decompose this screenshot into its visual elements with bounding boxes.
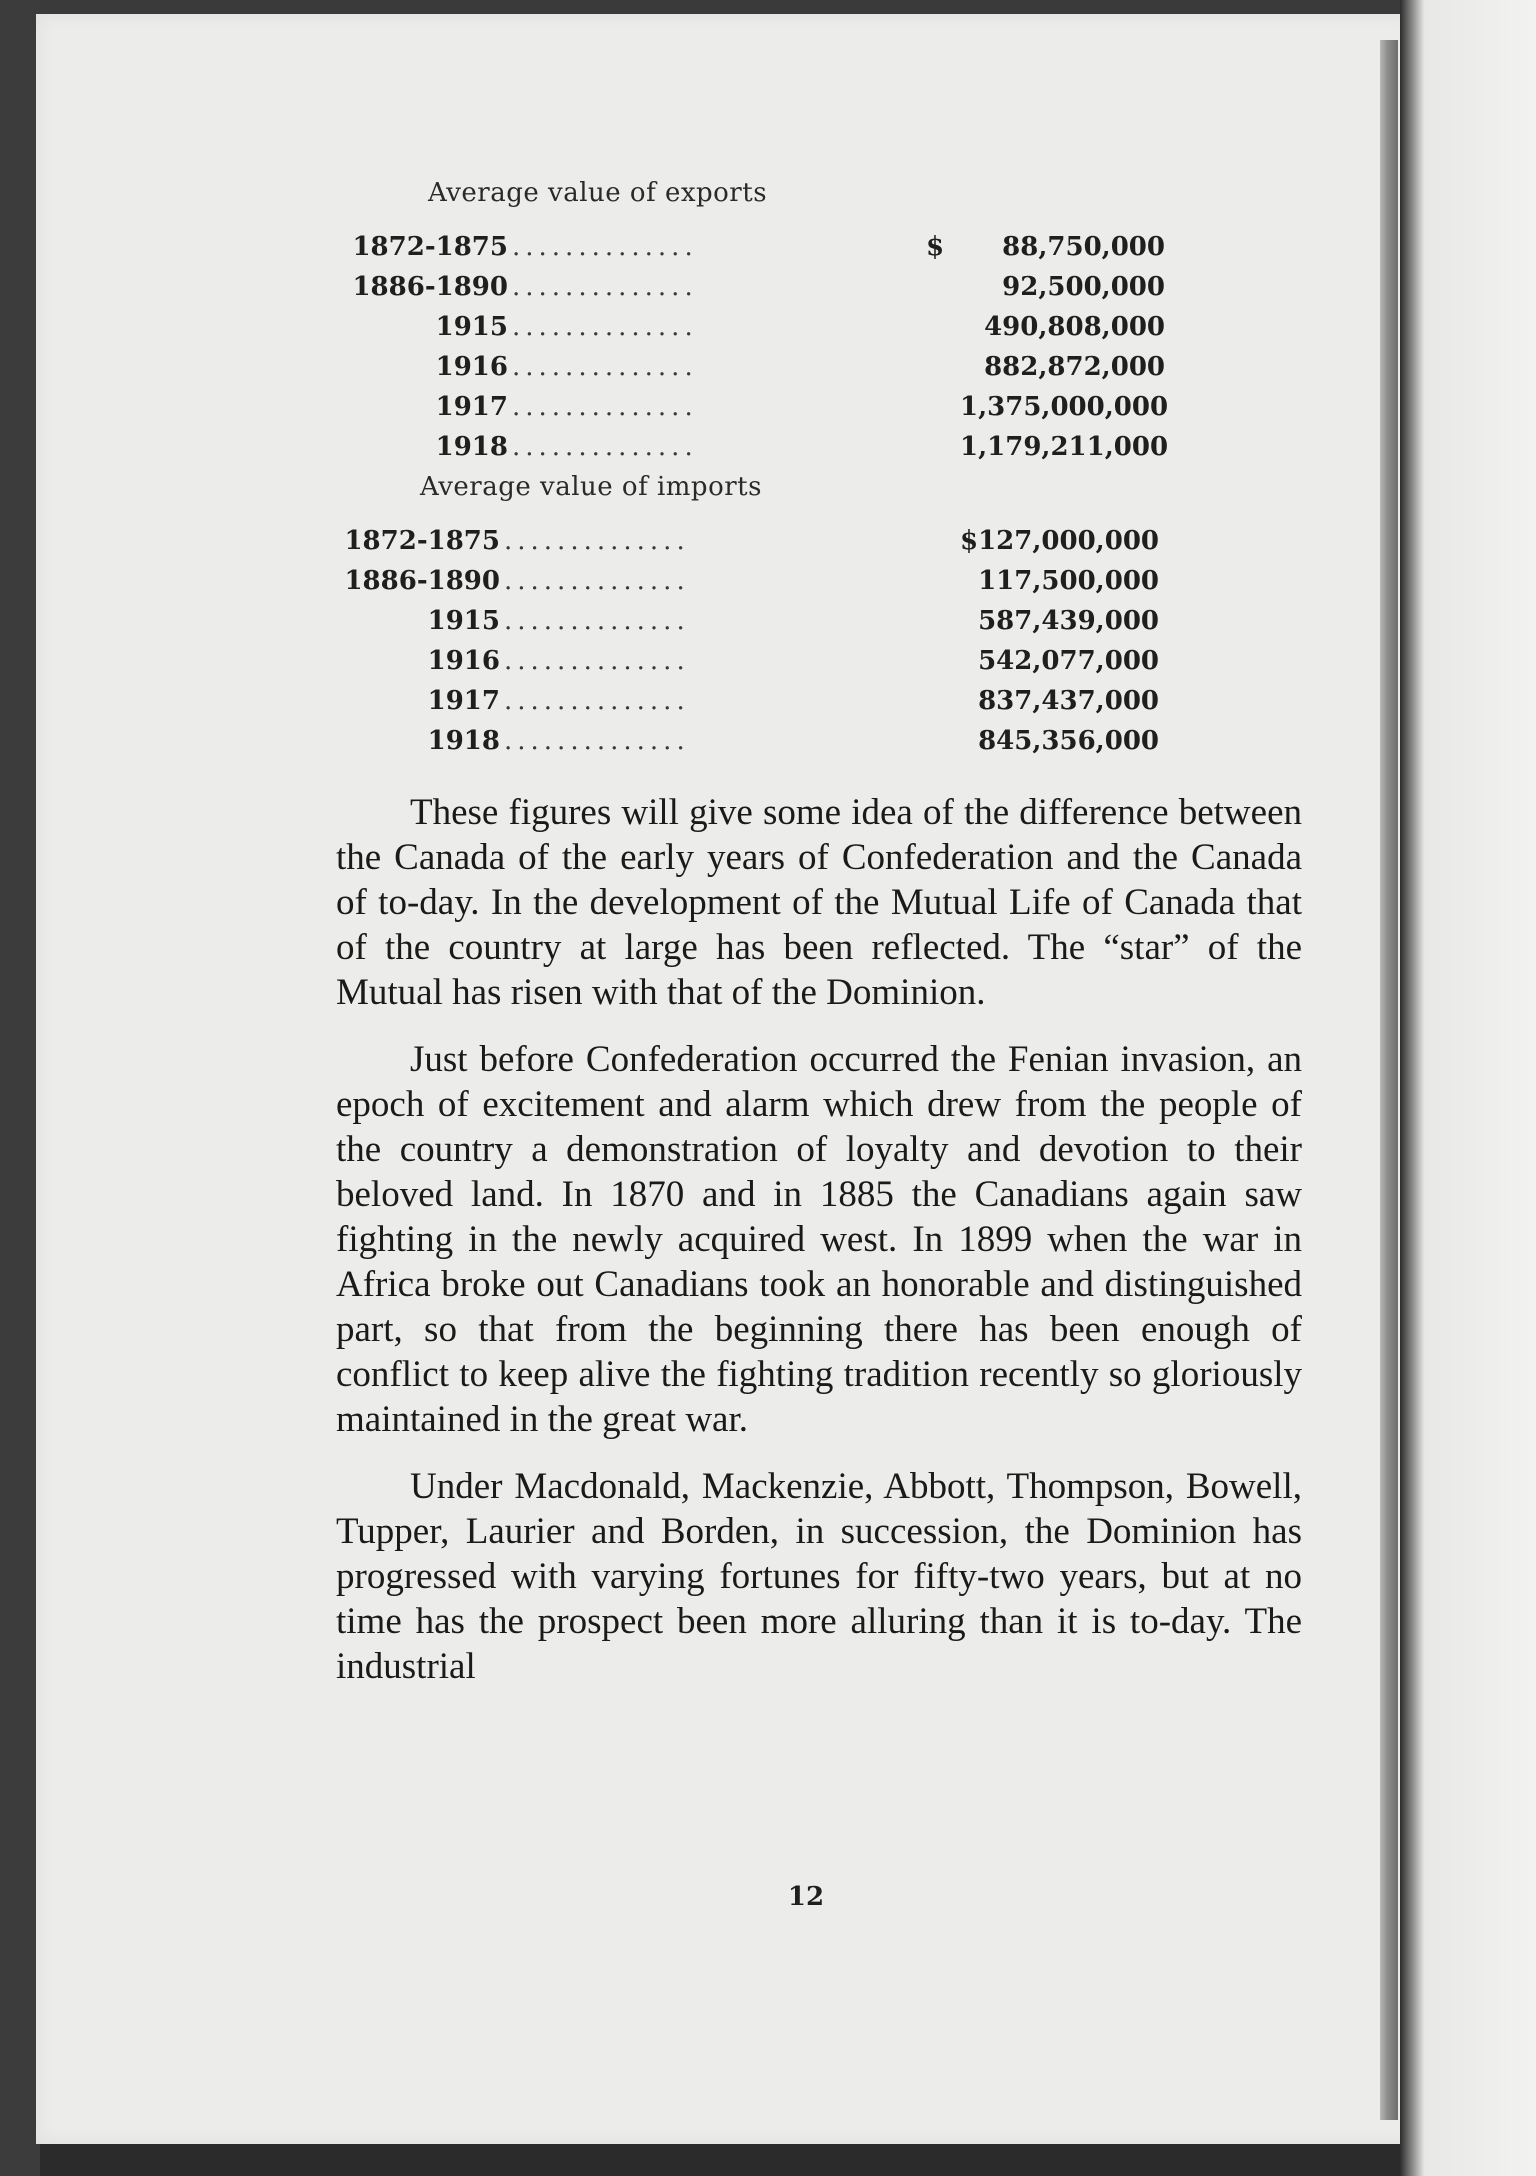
- row-value: 88,750,000: [1002, 232, 1165, 262]
- exports-heading: Average value of exports: [428, 178, 768, 208]
- dot-leader: ..............: [504, 566, 690, 596]
- paragraph: Under Macdonald, Mackenzie, Abbott, Thompson, Bowell, Tupper, Laurier and Borden, in succession, the Dominion has progressed with varying fortunes for fifty-two years, but at no time has the prospect been more alluring than it is to-day. The industrial: [336, 1466, 1302, 1687]
- row-years: 1915: [435, 312, 508, 342]
- table-row: [36, 526, 1236, 566]
- dot-leader: ..............: [512, 312, 698, 342]
- row-value: 882,872,000: [984, 352, 1165, 382]
- row-value: 490,808,000: [984, 312, 1165, 342]
- dot-leader: ..............: [504, 606, 690, 636]
- imports-heading: Average value of imports: [420, 472, 762, 502]
- paragraph: Just before Confederation occurred the Fenian invasion, an epoch of excitement and alarm which drew from the people of the country a demonstration of loyalty and devotion to their beloved land. In 1870 and in 1885 the Canadians again saw fighting in the newly acquired west. In 1899 when the war in Africa broke out Canadians took an honorable and distinguished part, so that from the beginning there has been enough of conflict to keep alive the fighting tradition recently so gloriously maintained in the great war.: [336, 1039, 1302, 1440]
- dot-leader: ..............: [504, 726, 690, 756]
- row-years: 1886-1890: [344, 566, 500, 596]
- row-years: 1916: [427, 646, 500, 676]
- dot-leader: ..............: [512, 272, 698, 302]
- scan-left-border: [0, 0, 40, 2176]
- table-row: [36, 272, 1236, 312]
- page-edge-shadow: [1380, 40, 1398, 2120]
- page-number: 12: [787, 1882, 825, 1912]
- row-years: 1917: [435, 392, 508, 422]
- row-value: 1,179,211,000: [960, 432, 1169, 462]
- table-row: [36, 726, 1236, 766]
- dot-leader: ..............: [504, 686, 690, 716]
- table-row: [36, 566, 1236, 606]
- row-years: 1886-1890: [352, 272, 508, 302]
- table-row: [36, 312, 1236, 352]
- table-row: [36, 646, 1236, 686]
- dot-leader: ..............: [512, 352, 698, 382]
- row-value: 542,077,000: [978, 646, 1159, 676]
- dot-leader: ..............: [512, 392, 698, 422]
- row-years: 1917: [427, 686, 500, 716]
- dollar-sign: $: [926, 232, 945, 262]
- row-value: 587,439,000: [978, 606, 1159, 636]
- row-value: 92,500,000: [1002, 272, 1165, 302]
- book-page: [36, 14, 1416, 2144]
- row-years: 1915: [427, 606, 500, 636]
- dot-leader: ..............: [512, 232, 698, 262]
- dot-leader: ..............: [504, 646, 690, 676]
- row-years: 1872-1875: [352, 232, 508, 262]
- paragraph: These figures will give some idea of the difference between the Canada of the early years of Confederation and the Canada of to-day. In the development of the Mutual Life of Canada that of the country at large has been reflected. The “star” of the Mutual has risen with that of the Dominion.: [336, 792, 1302, 1013]
- table-row: [36, 606, 1236, 646]
- row-years: 1872-1875: [344, 526, 500, 556]
- table-row: [36, 432, 1236, 472]
- row-value: 1,375,000,000: [960, 392, 1169, 422]
- dot-leader: ..............: [512, 432, 698, 462]
- body-text: [336, 790, 1302, 1689]
- row-years: 1918: [427, 726, 500, 756]
- table-row: [36, 232, 1236, 272]
- row-value: 845,356,000: [978, 726, 1159, 756]
- row-value: $127,000,000: [959, 526, 1159, 556]
- row-value: 117,500,000: [978, 566, 1159, 596]
- table-row: [36, 352, 1236, 392]
- facing-page-edge: [1400, 0, 1536, 2176]
- row-years: 1918: [435, 432, 508, 462]
- dot-leader: ..............: [504, 526, 690, 556]
- table-row: [36, 686, 1236, 726]
- row-value: 837,437,000: [978, 686, 1159, 716]
- table-row: [36, 392, 1236, 432]
- row-years: 1916: [435, 352, 508, 382]
